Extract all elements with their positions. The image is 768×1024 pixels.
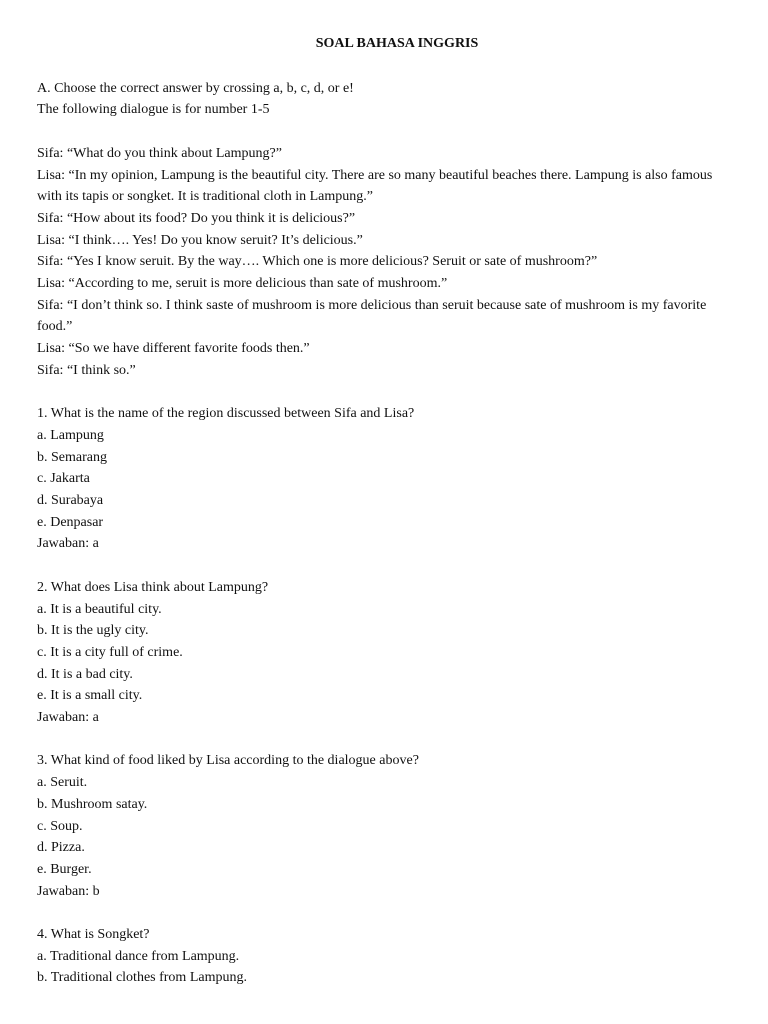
answer-option: d. It is a bad city. xyxy=(37,666,133,682)
question-text: 4. What is Songket? xyxy=(37,927,150,943)
question-block xyxy=(37,924,737,989)
dialogue-line: Lisa: “I think…. Yes! Do you know seruit? It’s delicious.” xyxy=(37,232,363,248)
spacer xyxy=(37,729,737,751)
answer-option: e. It is a small city. xyxy=(37,688,143,704)
spacer xyxy=(37,382,737,404)
dialogue-line: Sifa: “What do you think about Lampung?” xyxy=(37,145,282,161)
spacer xyxy=(37,555,737,577)
dialogue-line: Lisa: “According to me, seruit is more delicious than sate of mushroom.” xyxy=(37,276,448,292)
instructions xyxy=(37,78,737,121)
question-text: 3. What kind of food liked by Lisa according to the dialogue above? xyxy=(37,753,419,769)
answer-option: c. Soup. xyxy=(37,818,83,834)
answer-option: a. It is a beautiful city. xyxy=(37,601,162,617)
question-block xyxy=(37,750,737,902)
answer-key: Jawaban: b xyxy=(37,883,100,899)
answer-option: a. Traditional dance from Lampung. xyxy=(37,948,240,964)
answer-option: c. Jakarta xyxy=(37,471,90,487)
answer-option: b. It is the ugly city. xyxy=(37,623,149,639)
question-text: 2. What does Lisa think about Lampung? xyxy=(37,579,269,595)
answer-option: b. Semarang xyxy=(37,449,107,465)
instruction-line: The following dialogue is for number 1-5 xyxy=(37,102,270,118)
dialogue-line: Sifa: “I think so.” xyxy=(37,362,136,378)
answer-option: b. Traditional clothes from Lampung. xyxy=(37,970,247,986)
answer-key: Jawaban: a xyxy=(37,710,99,726)
answer-option: d. Surabaya xyxy=(37,493,104,509)
question-block xyxy=(37,577,737,729)
document-page xyxy=(37,33,737,989)
page-title: SOAL BAHASA INGGRIS xyxy=(315,36,479,51)
question-text: 1. What is the name of the region discussed between Sifa and Lisa? xyxy=(37,406,415,422)
answer-key: Jawaban: a xyxy=(37,536,99,552)
dialogue xyxy=(37,143,737,382)
spacer xyxy=(37,121,737,143)
answer-option: c. It is a city full of crime. xyxy=(37,644,183,660)
dialogue-line: Sifa: “How about its food? Do you think it is delicious?” xyxy=(37,210,356,226)
answer-option: e. Denpasar xyxy=(37,514,104,530)
question-block xyxy=(37,403,737,555)
instruction-line: A. Choose the correct answer by crossing a, b, c, d, or e! xyxy=(37,80,354,96)
answer-option: d. Pizza. xyxy=(37,840,85,856)
answer-option: a. Lampung xyxy=(37,427,104,443)
spacer xyxy=(37,902,737,924)
dialogue-line: Sifa: “Yes I know seruit. By the way…. Which one is more delicious? Seruit or sate of mushroom?” xyxy=(37,254,598,270)
answer-option: b. Mushroom satay. xyxy=(37,796,148,812)
dialogue-line: Lisa: “In my opinion, Lampung is the beautiful city. There are so many beautiful beaches there. Lampung is also famous with its tapis or songket. It is traditional cloth in Lampung.” xyxy=(37,167,713,205)
dialogue-line: Lisa: “So we have different favorite foods then.” xyxy=(37,341,310,357)
answer-option: e. Burger. xyxy=(37,861,92,877)
dialogue-line: Sifa: “I don’t think so. I think saste of mushroom is more delicious than seruit because sate of mushroom is my favorite food.” xyxy=(37,297,707,335)
answer-option: a. Seruit. xyxy=(37,775,88,791)
